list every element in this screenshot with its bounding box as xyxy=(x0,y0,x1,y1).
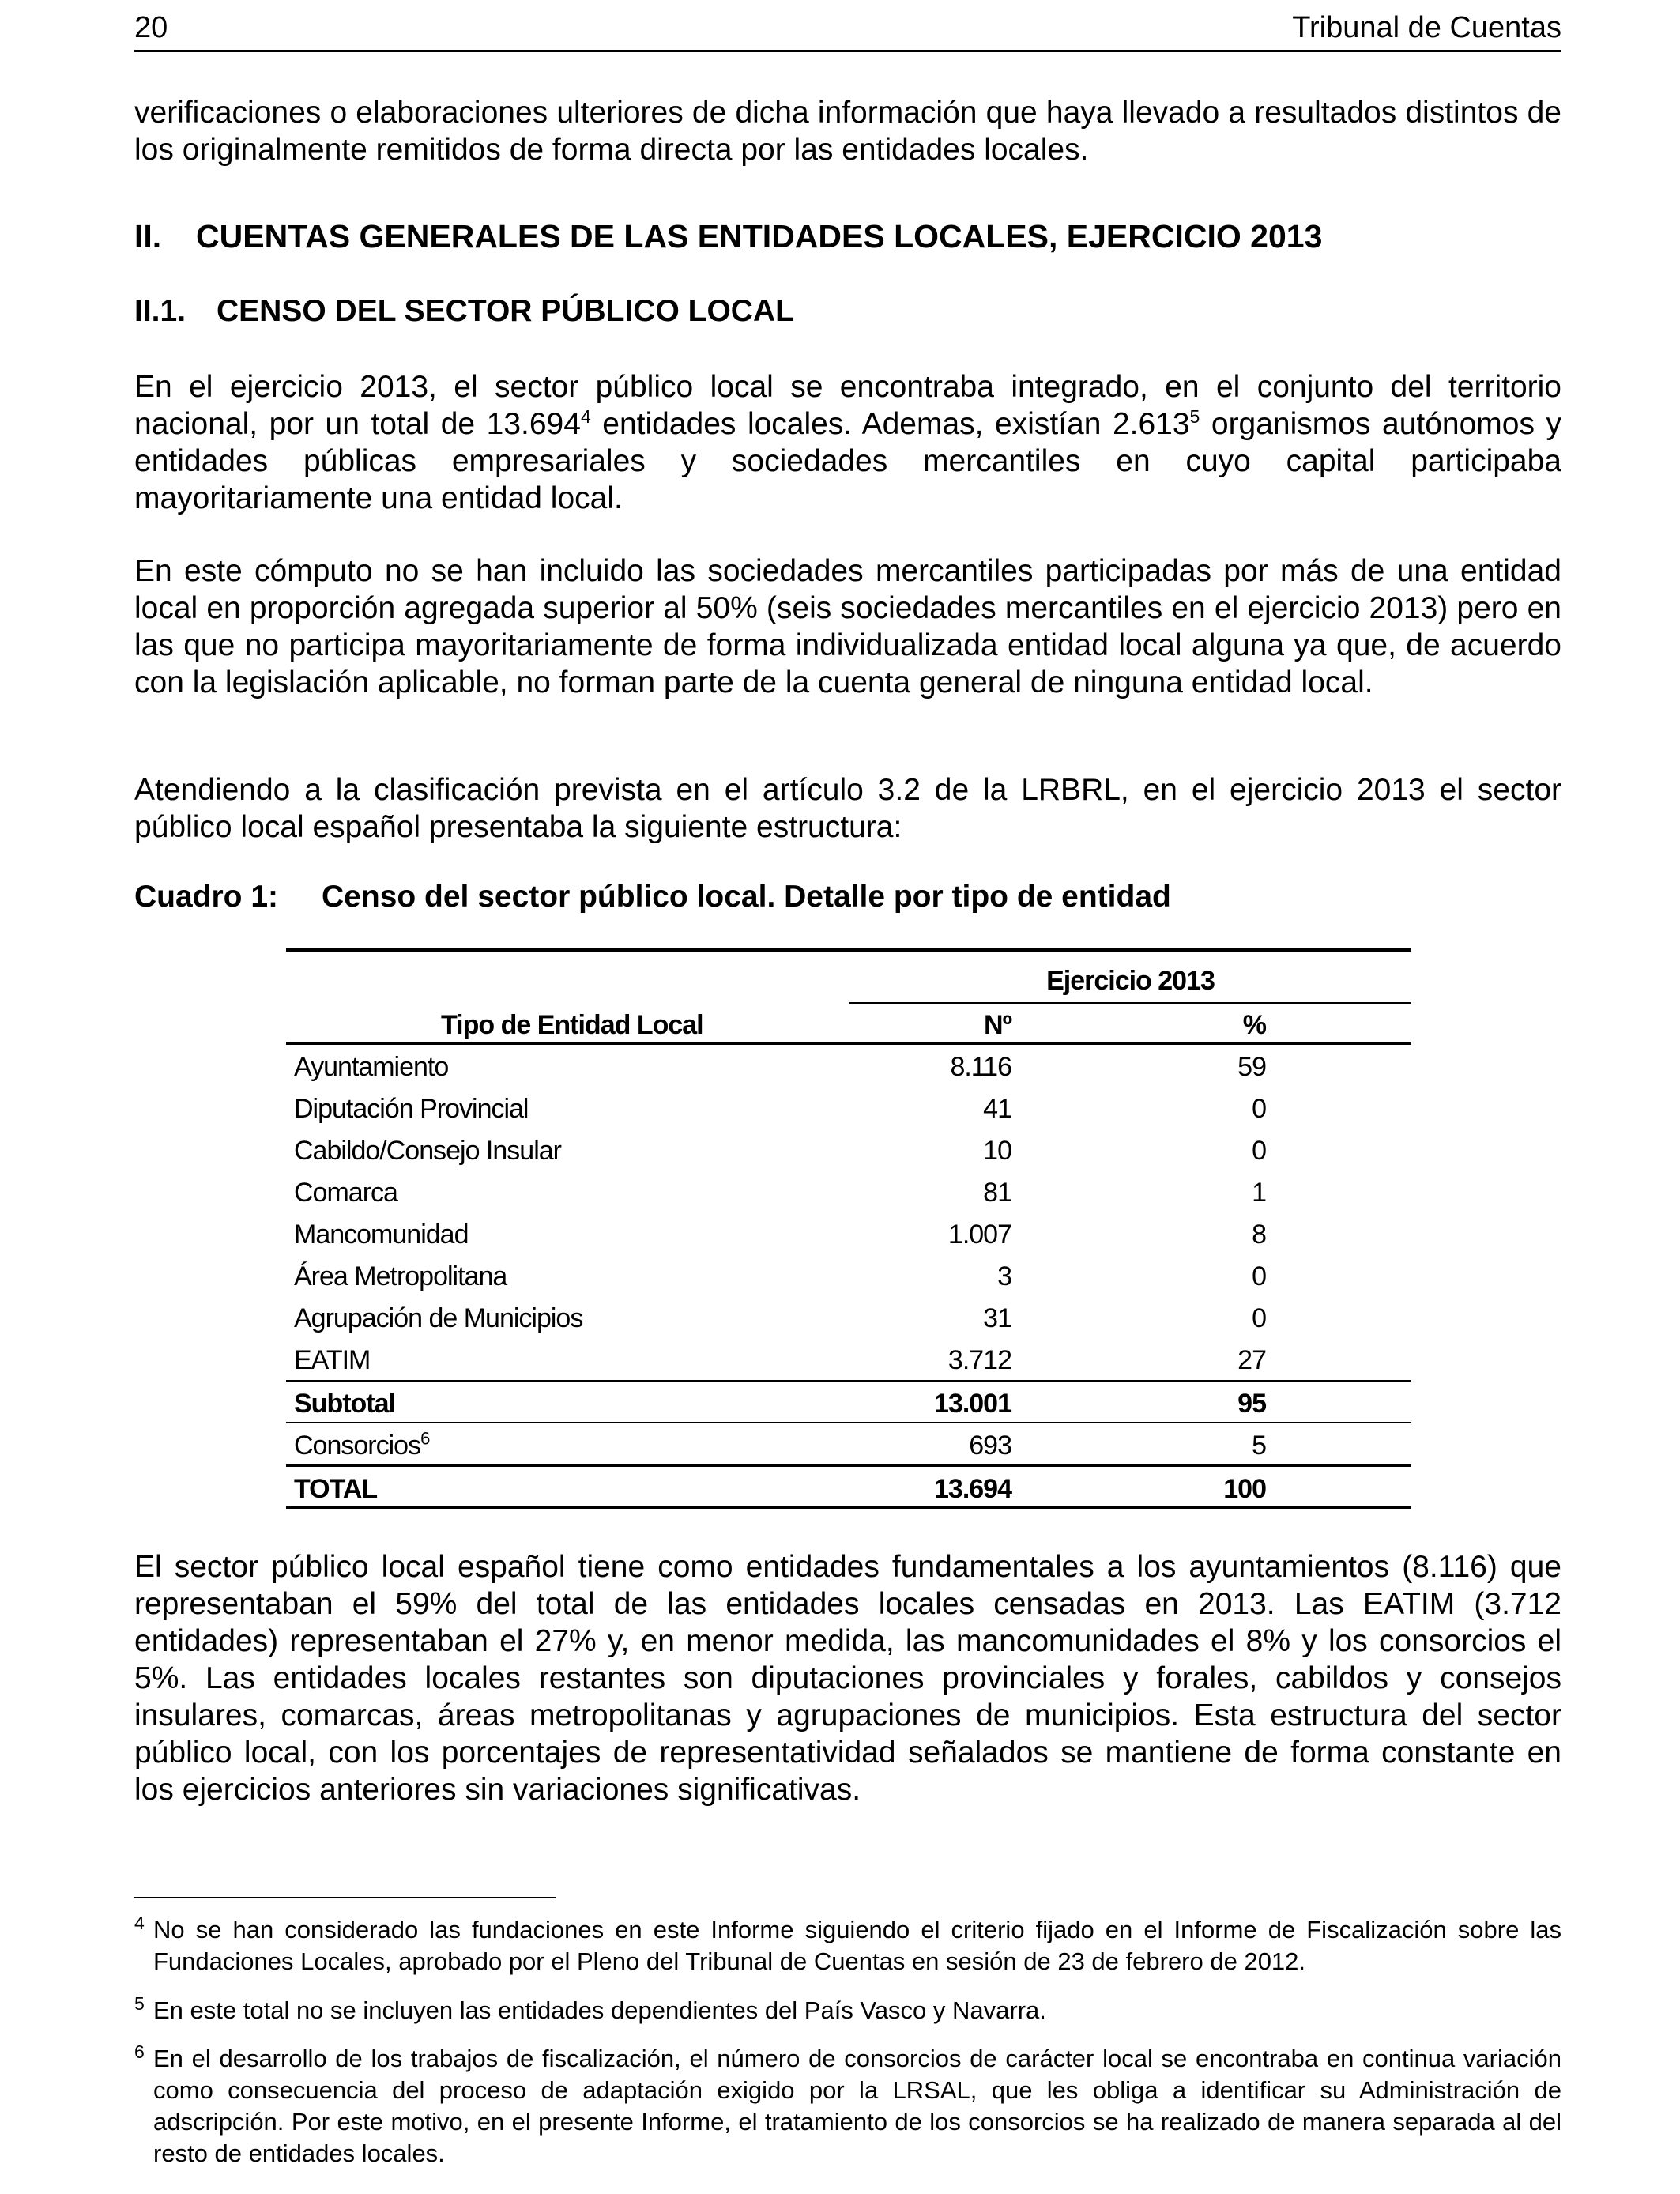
row-numero: 8.116 xyxy=(950,1052,1011,1082)
footnote-ref-5[interactable]: 5 xyxy=(1189,406,1200,427)
footnote-text: En el desarrollo de los trabajos de fiscalización, el número de consorcios de carácter local se encontraba en continua variación como consecuencia del proceso de adaptación exigido por la LRSAL, que les obliga a identificar su Administración de adscripción. Por este motivo, en el presente Informe, el tratamiento de los consorcios se ha realizado de manera separada al del resto de entidades locales. xyxy=(153,2045,1561,2167)
row-tipo: EATIM xyxy=(294,1345,371,1375)
row-numero: 81 xyxy=(983,1178,1011,1208)
table-column-header xyxy=(286,1004,1411,1045)
row-porcentaje: 0 xyxy=(1252,1303,1266,1333)
col-header-numero: Nº xyxy=(984,1010,1011,1040)
row-porcentaje: 27 xyxy=(1237,1345,1266,1375)
row-porcentaje: 0 xyxy=(1252,1136,1266,1166)
total-numero: 13.694 xyxy=(934,1474,1011,1504)
footnote-ref-4[interactable]: 4 xyxy=(580,406,591,427)
paragraph-4: El sector público local español tiene como entidades fundamentales a los ayuntamientos (8.116) que representaban el 59% del total de las entidades locales censadas en 2013. Las EATIM (3.712 entidades) representaban el 27% y, en menor medida, las mancomunidades el 8% y los consorcios el 5%. Las entidades locales restantes son diputaciones provinciales y forales, cabildos y consejos insulares, comarcas, áreas metropolitanas y agrupaciones de municipios. Esta estructura del sector público local, con los porcentajes de representatividad señalados se mantiene de forma constante en los ejercicios anteriores sin variaciones significativas. xyxy=(134,1550,1561,1807)
table-row xyxy=(286,1296,1411,1338)
row-tipo: Diputación Provincial xyxy=(294,1094,529,1124)
table-caption xyxy=(134,880,1171,914)
row-tipo: Agrupación de Municipios xyxy=(294,1303,583,1333)
col-header-tipo: Tipo de Entidad Local xyxy=(441,1010,703,1040)
table-row xyxy=(286,1045,1411,1087)
paragraph-2: En este cómputo no se han incluido las sociedades mercantiles participadas por más de una entidad local en proporción agregada superior al 50% (seis sociedades mercantiles en el ejercicio 2013) pero en las que no participa mayoritariamente de forma individualizada entidad local alguna ya que, de acuerdo con la legislación aplicable, no forman parte de la cuenta general de ninguna entidad local. xyxy=(134,554,1561,699)
footnote-6 xyxy=(134,2043,1561,2169)
row-numero: 10 xyxy=(983,1136,1011,1166)
row-numero: 31 xyxy=(983,1303,1011,1333)
subsection-number: II.1. xyxy=(134,294,186,328)
table-row xyxy=(286,1171,1411,1212)
paragraph-1-part-b: entidades locales. Ademas, existían 2.613 xyxy=(590,407,1190,441)
total-porcentaje: 100 xyxy=(1223,1474,1266,1504)
section-number: II. xyxy=(134,218,162,254)
consorcios-porcentaje: 5 xyxy=(1252,1431,1266,1461)
footnote-5 xyxy=(134,1995,1561,2026)
subtotal-row xyxy=(286,1380,1411,1422)
subtotal-label: Subtotal xyxy=(294,1389,395,1419)
row-tipo: Área Metropolitana xyxy=(294,1261,507,1291)
footnote-mark: 6 xyxy=(134,2041,145,2062)
section-title: CUENTAS GENERALES DE LAS ENTIDADES LOCALES, EJERCICIO 2013 xyxy=(196,218,1323,254)
subtotal-porcentaje: 95 xyxy=(1237,1389,1266,1419)
table-row xyxy=(286,1212,1411,1254)
row-porcentaje: 8 xyxy=(1252,1220,1266,1250)
footnote-ref-6[interactable]: 6 xyxy=(420,1428,430,1449)
row-porcentaje: 59 xyxy=(1237,1052,1266,1082)
consorcios-row xyxy=(286,1422,1411,1464)
row-porcentaje: 1 xyxy=(1252,1178,1266,1208)
consorcios-numero: 693 xyxy=(969,1431,1011,1461)
row-numero: 1.007 xyxy=(947,1220,1011,1250)
row-numero: 41 xyxy=(983,1094,1011,1124)
section-heading xyxy=(134,218,1322,255)
subtotal-numero: 13.001 xyxy=(934,1389,1011,1419)
subsection-title: CENSO DEL SECTOR PÚBLICO LOCAL xyxy=(217,294,794,328)
consorcios-label xyxy=(294,1428,430,1461)
group-header-ejercicio: Ejercicio 2013 xyxy=(1046,966,1215,996)
paragraph-1-part-c: organismos autónomos y entidades públicas empresariales y sociedades mercantiles en cuyo capital participaba mayoritariamente una entidad local. xyxy=(134,407,1562,515)
table-row xyxy=(286,1129,1411,1171)
footnote-mark: 4 xyxy=(134,1913,145,1933)
running-header xyxy=(134,11,1561,52)
page-number: 20 xyxy=(134,11,168,44)
total-row xyxy=(286,1464,1411,1506)
row-tipo: Comarca xyxy=(294,1178,397,1208)
table-row xyxy=(286,1254,1411,1296)
footnote-4 xyxy=(134,1914,1561,1977)
row-tipo: Ayuntamiento xyxy=(294,1052,449,1082)
table-group-header xyxy=(286,952,1411,1004)
row-tipo: Mancomunidad xyxy=(294,1220,469,1250)
col-header-porcentaje: % xyxy=(1242,1010,1266,1040)
paragraph-1 xyxy=(134,368,1561,517)
footnote-separator xyxy=(134,1897,556,1898)
running-title: Tribunal de Cuentas xyxy=(1292,11,1561,44)
total-label: TOTAL xyxy=(294,1474,378,1504)
footnote-text: No se han considerado las fundaciones en este Informe siguiendo el criterio fijado en el Informe de Fiscalización sobre las Fundaciones Locales, aprobado por el Pleno del Tribunal de Cuentas en sesión de 23 de febrero de 2012. xyxy=(153,1916,1561,1975)
census-table xyxy=(286,948,1411,1509)
footnote-text: En este total no se incluyen las entidades dependientes del País Vasco y Navarra. xyxy=(153,1996,1046,2024)
row-numero: 3.712 xyxy=(947,1345,1011,1375)
table-caption-label: Cuadro 1: xyxy=(134,880,279,914)
subsection-heading xyxy=(134,294,794,329)
row-tipo: Cabildo/Consejo Insular xyxy=(294,1136,561,1166)
footnote-mark: 5 xyxy=(134,1993,145,2014)
table-row xyxy=(286,1087,1411,1129)
table-row xyxy=(286,1338,1411,1380)
row-porcentaje: 0 xyxy=(1252,1094,1266,1124)
table-caption-title: Censo del sector público local. Detalle por tipo de entidad xyxy=(322,880,1171,914)
paragraph-1-part-a: En el ejercicio 2013, el sector público local se encontraba integrado, en el conjunto del territorio nacional, por un total de 13.694 xyxy=(134,370,1561,441)
consorcios-text: Consorcios xyxy=(294,1431,421,1461)
row-porcentaje: 0 xyxy=(1252,1261,1266,1291)
intro-paragraph: verificaciones o elaboraciones ulteriores de dicha información que haya llevado a resultados distintos de los originalmente remitidos de forma directa por las entidades locales. xyxy=(134,96,1561,167)
table-bottom-rule xyxy=(286,1506,1411,1509)
row-numero: 3 xyxy=(997,1261,1011,1291)
paragraph-3: Atendiendo a la clasificación prevista en el artículo 3.2 de la LRBRL, en el ejercicio 2013 el sector público local español presentaba la siguiente estructura: xyxy=(134,773,1561,844)
